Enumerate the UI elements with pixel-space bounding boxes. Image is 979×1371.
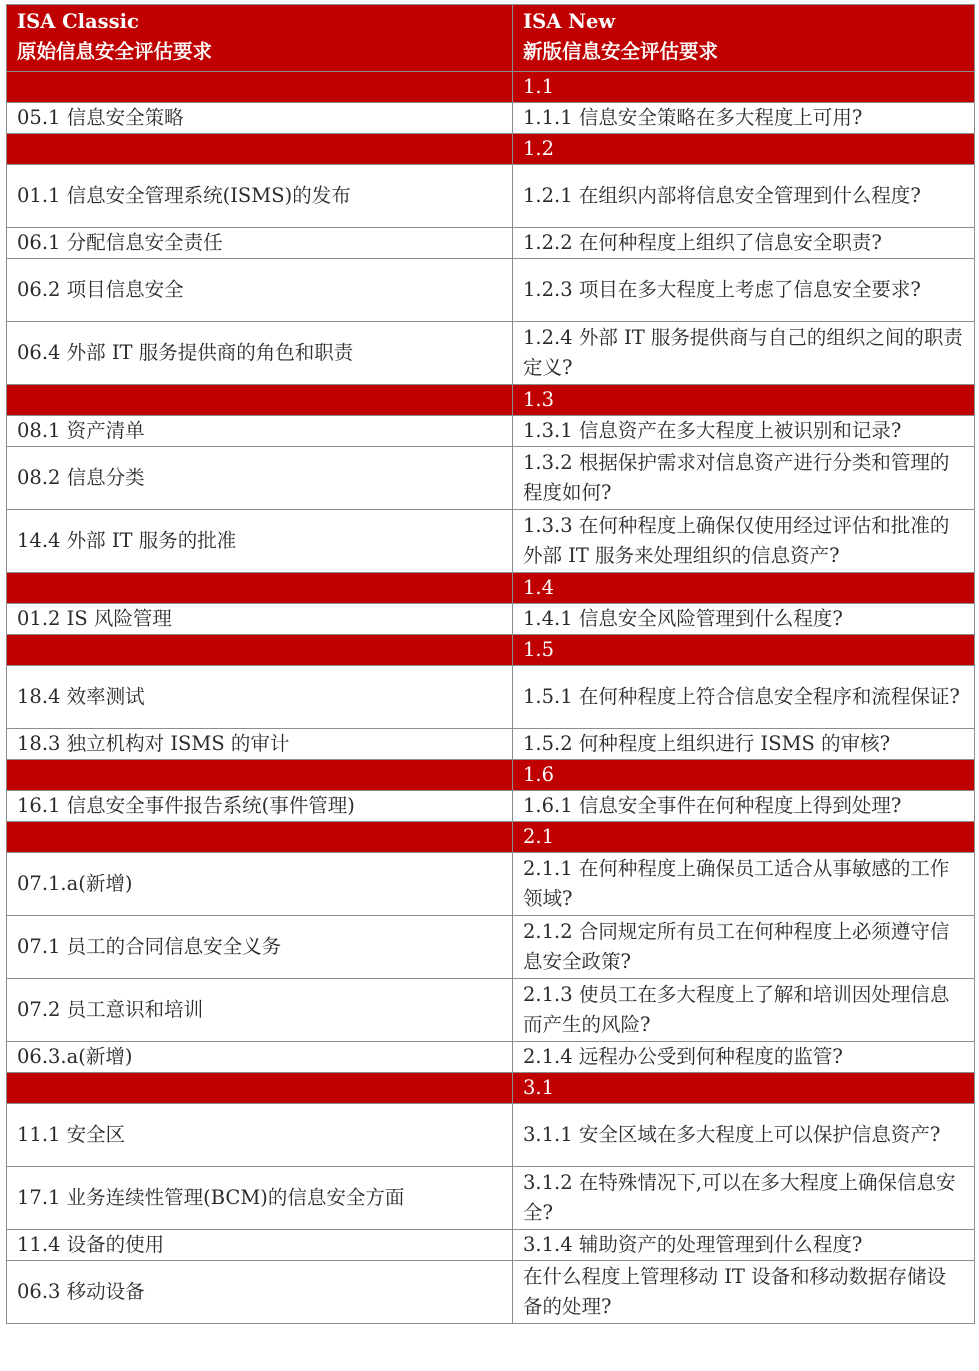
classic-requirement-cell: 14.4 外部 IT 服务的批准 [7, 510, 513, 573]
table-row [7, 228, 975, 259]
section-label: 3.1 [513, 1073, 975, 1104]
header-isa-classic [7, 5, 513, 72]
classic-requirement-cell: 06.1 分配信息安全责任 [7, 228, 513, 259]
classic-requirement-cell: 18.4 效率测试 [7, 666, 513, 729]
new-requirement-cell: 1.3.2 根据保护需求对信息资产进行分类和管理的程度如何? [513, 447, 975, 510]
classic-requirement-cell: 07.1.a(新增) [7, 853, 513, 916]
classic-requirement-cell: 11.1 安全区 [7, 1104, 513, 1167]
table-row [7, 1167, 975, 1230]
table-row [7, 791, 975, 822]
classic-requirement-cell: 11.4 设备的使用 [7, 1230, 513, 1261]
new-requirement-cell: 1.2.4 外部 IT 服务提供商与自己的组织之间的职责定义? [513, 322, 975, 385]
header-right-line2: 新版信息安全评估要求 [523, 40, 719, 63]
table-row [7, 729, 975, 760]
table-row [7, 1042, 975, 1073]
table-row [7, 165, 975, 228]
section-blank-cell [7, 760, 513, 791]
table-row [7, 447, 975, 510]
section-label: 1.3 [513, 385, 975, 416]
new-requirement-cell: 1.3.3 在何种程度上确保仅使用经过评估和批准的外部 IT 服务来处理组织的信息资产? [513, 510, 975, 573]
new-requirement-cell: 1.4.1 信息安全风险管理到什么程度? [513, 604, 975, 635]
table-row [7, 103, 975, 134]
new-requirement-cell: 2.1.3 使员工在多大程度上了解和培训因处理信息而产生的风险? [513, 979, 975, 1042]
section-blank-cell [7, 822, 513, 853]
section-row [7, 1073, 975, 1104]
table-row [7, 604, 975, 635]
section-row [7, 573, 975, 604]
new-requirement-cell: 在什么程度上管理移动 IT 设备和移动数据存储设备的处理? [513, 1261, 975, 1324]
new-requirement-cell: 2.1.4 远程办公受到何种程度的监管? [513, 1042, 975, 1073]
new-requirement-cell: 1.1.1 信息安全策略在多大程度上可用? [513, 103, 975, 134]
section-row [7, 72, 975, 103]
table-row [7, 1261, 975, 1324]
classic-requirement-cell: 06.2 项目信息安全 [7, 259, 513, 322]
section-blank-cell [7, 134, 513, 165]
new-requirement-cell: 3.1.4 辅助资产的处理管理到什么程度? [513, 1230, 975, 1261]
isa-comparison-table [6, 4, 975, 1324]
section-blank-cell [7, 72, 513, 103]
section-blank-cell [7, 573, 513, 604]
new-requirement-cell: 1.2.3 项目在多大程度上考虑了信息安全要求? [513, 259, 975, 322]
new-requirement-cell: 1.2.2 在何种程度上组织了信息安全职责? [513, 228, 975, 259]
classic-requirement-cell: 06.4 外部 IT 服务提供商的角色和职责 [7, 322, 513, 385]
new-requirement-cell: 1.5.1 在何种程度上符合信息安全程序和流程保证? [513, 666, 975, 729]
table-row [7, 916, 975, 979]
section-label: 1.2 [513, 134, 975, 165]
table-body [7, 72, 975, 1324]
classic-requirement-cell: 18.3 独立机构对 ISMS 的审计 [7, 729, 513, 760]
new-requirement-cell: 3.1.1 安全区域在多大程度上可以保护信息资产? [513, 1104, 975, 1167]
table-row [7, 416, 975, 447]
header-left-line1: ISA Classic [17, 10, 139, 33]
header-isa-new [513, 5, 975, 72]
section-row [7, 385, 975, 416]
table-row [7, 259, 975, 322]
new-requirement-cell: 1.6.1 信息安全事件在何种程度上得到处理? [513, 791, 975, 822]
section-blank-cell [7, 385, 513, 416]
table-row [7, 979, 975, 1042]
section-row [7, 822, 975, 853]
classic-requirement-cell: 01.1 信息安全管理系统(ISMS)的发布 [7, 165, 513, 228]
section-label: 2.1 [513, 822, 975, 853]
classic-requirement-cell: 01.2 IS 风险管理 [7, 604, 513, 635]
table-row [7, 853, 975, 916]
section-blank-cell [7, 635, 513, 666]
new-requirement-cell: 2.1.1 在何种程度上确保员工适合从事敏感的工作领域? [513, 853, 975, 916]
classic-requirement-cell: 07.1 员工的合同信息安全义务 [7, 916, 513, 979]
header-right-line1: ISA New [523, 10, 616, 33]
classic-requirement-cell: 05.1 信息安全策略 [7, 103, 513, 134]
section-row [7, 635, 975, 666]
table-row [7, 1104, 975, 1167]
classic-requirement-cell: 16.1 信息安全事件报告系统(事件管理) [7, 791, 513, 822]
new-requirement-cell: 2.1.2 合同规定所有员工在何种程度上必须遵守信息安全政策? [513, 916, 975, 979]
classic-requirement-cell: 08.1 资产清单 [7, 416, 513, 447]
table-row [7, 322, 975, 385]
header-left-line2: 原始信息安全评估要求 [17, 40, 213, 63]
section-label: 1.1 [513, 72, 975, 103]
new-requirement-cell: 3.1.2 在特殊情况下,可以在多大程度上确保信息安全? [513, 1167, 975, 1230]
new-requirement-cell: 1.3.1 信息资产在多大程度上被识别和记录? [513, 416, 975, 447]
new-requirement-cell: 1.2.1 在组织内部将信息安全管理到什么程度? [513, 165, 975, 228]
classic-requirement-cell: 06.3.a(新增) [7, 1042, 513, 1073]
table-row [7, 1230, 975, 1261]
table-row [7, 510, 975, 573]
classic-requirement-cell: 07.2 员工意识和培训 [7, 979, 513, 1042]
section-label: 1.6 [513, 760, 975, 791]
section-row [7, 760, 975, 791]
section-blank-cell [7, 1073, 513, 1104]
classic-requirement-cell: 08.2 信息分类 [7, 447, 513, 510]
section-row [7, 134, 975, 165]
classic-requirement-cell: 06.3 移动设备 [7, 1261, 513, 1324]
table-header-row [7, 5, 975, 72]
classic-requirement-cell: 17.1 业务连续性管理(BCM)的信息安全方面 [7, 1167, 513, 1230]
section-label: 1.5 [513, 635, 975, 666]
new-requirement-cell: 1.5.2 何种程度上组织进行 ISMS 的审核? [513, 729, 975, 760]
section-label: 1.4 [513, 573, 975, 604]
table-row [7, 666, 975, 729]
